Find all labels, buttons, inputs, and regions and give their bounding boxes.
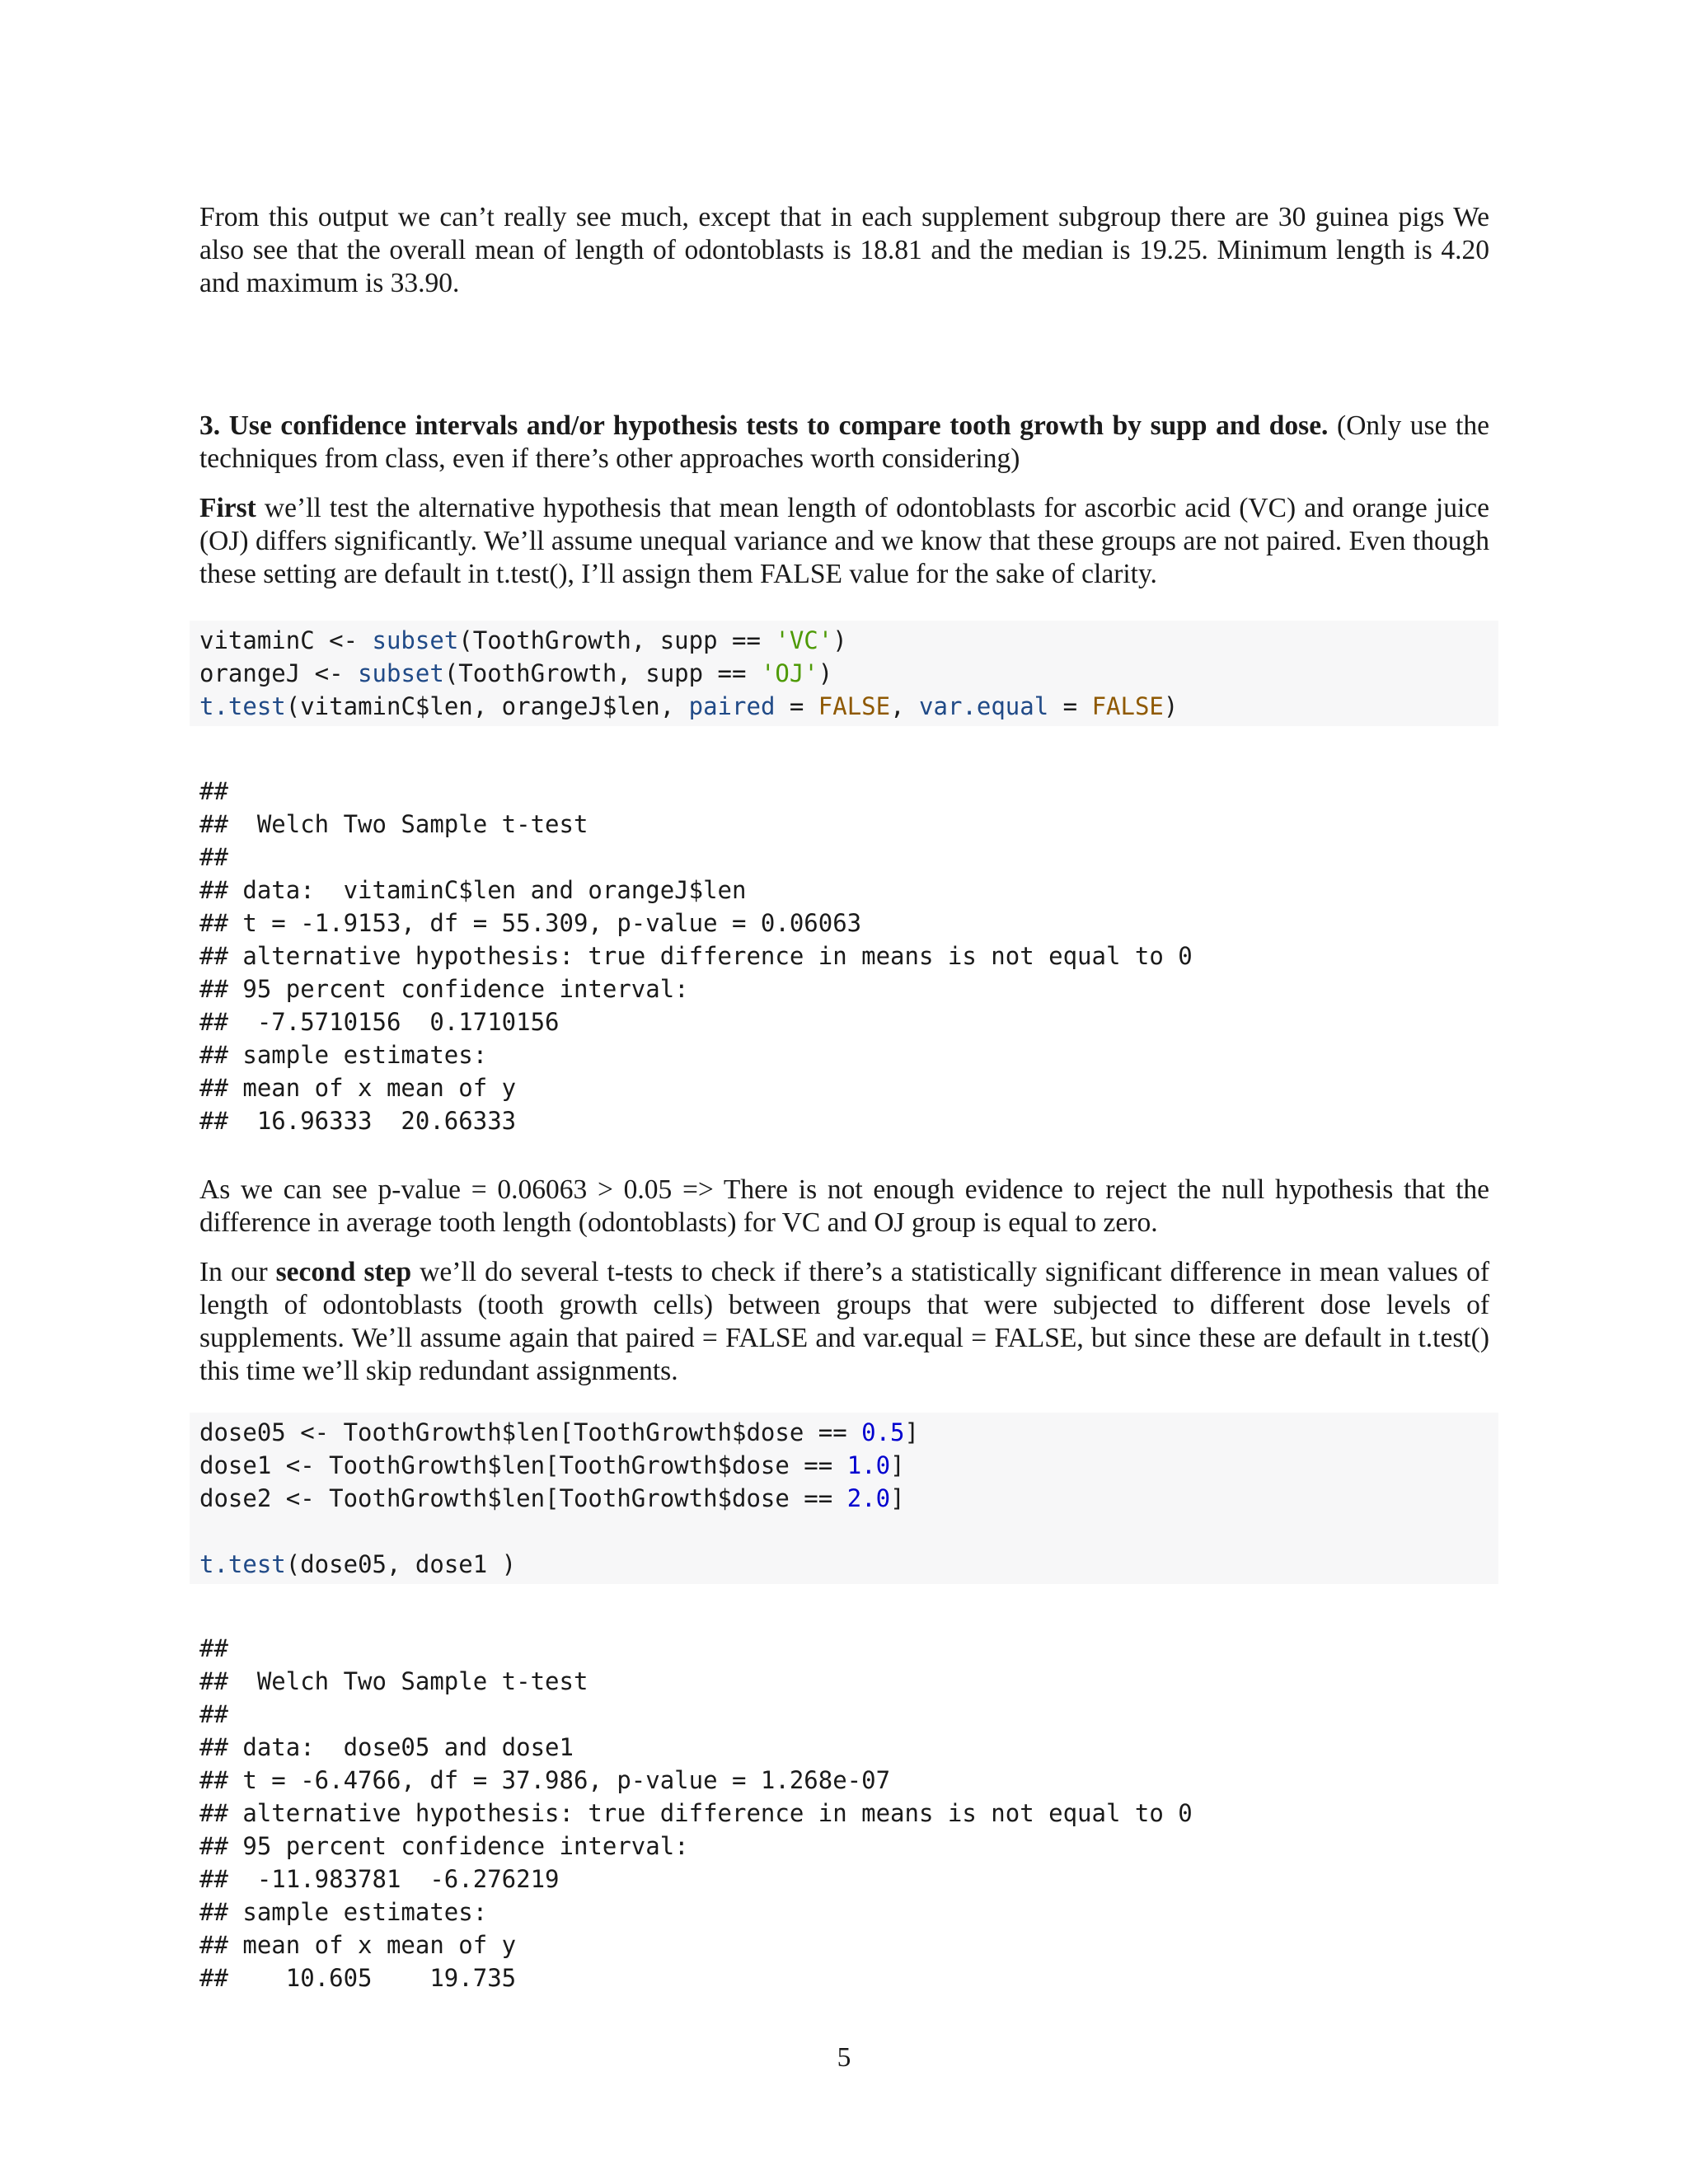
output-line: ## Welch Two Sample t-test xyxy=(199,810,588,838)
code-line: dose2 <- ToothGrowth$len[ToothGrowth$dose == 2.0] xyxy=(199,1484,905,1512)
output-line: ## sample estimates: xyxy=(199,1898,488,1926)
output-line: ## xyxy=(199,1700,228,1728)
output-line: ## mean of x mean of y xyxy=(199,1074,517,1102)
first-text xyxy=(199,492,1489,591)
section-3-note: (Only use the techniques from class, even if there’s other approaches worth considering) xyxy=(199,410,1489,474)
output-line: ## alternative hypothesis: true difference in means is not equal to 0 xyxy=(199,942,1193,970)
output-line: ## t = -1.9153, df = 55.309, p-value = 0.06063 xyxy=(199,909,862,937)
output-line: ## Welch Two Sample t-test xyxy=(199,1667,588,1695)
output-line: ## xyxy=(199,843,228,871)
output-line: ## alternative hypothesis: true difference in means is not equal to 0 xyxy=(199,1799,1193,1827)
output-line: ## xyxy=(199,1634,228,1662)
output-line: ## t = -6.4766, df = 37.986, p-value = 1.268e-07 xyxy=(199,1766,891,1794)
second-step-text: In our second step we’ll do several t-tests to check if there’s a statistically significant difference in mean values of length of odontoblasts (tooth growth cells) between groups that were subjected to different dose levels of supplements. We’ll assume again that paired = FALSE and var.equal = FALSE, but since these are default in t.test() this time we’ll skip redundant assignments. xyxy=(199,1257,1490,1386)
output-line: ## -7.5710156 0.1710156 xyxy=(199,1008,560,1036)
output-line: ## mean of x mean of y xyxy=(199,1931,517,1959)
section-3-heading xyxy=(199,410,1489,476)
first-label: First xyxy=(199,493,256,523)
code-block-1 xyxy=(190,621,1498,726)
output-line: ## 16.96333 20.66333 xyxy=(199,1107,517,1135)
output-line: ## 10.605 19.735 xyxy=(199,1964,517,1992)
output-line: ## 95 percent confidence interval: xyxy=(199,1832,689,1860)
conclusion-text: As we can see p-value = 0.06063 > 0.05 => There is not enough evidence to reject the null hypothesis that the difference in average tooth length (odontoblasts) for VC and OJ group is equal to zero. xyxy=(199,1174,1489,1238)
code-line: orangeJ <- subset(ToothGrowth, supp == 'OJ') xyxy=(199,659,833,687)
output-line: ## sample estimates: xyxy=(199,1041,488,1069)
code-block-2 xyxy=(190,1413,1498,1584)
output-line: ## xyxy=(199,777,228,805)
code-line: dose1 <- ToothGrowth$len[ToothGrowth$dose == 1.0] xyxy=(199,1451,905,1479)
second-step-label: second step xyxy=(275,1257,412,1287)
code-line: t.test(dose05, dose1 ) xyxy=(199,1550,517,1578)
output-block-1 xyxy=(199,775,1193,1137)
code-line: vitaminC <- subset(ToothGrowth, supp == 'VC') xyxy=(199,626,847,654)
intro-paragraph xyxy=(199,201,1489,300)
first-body: we’ll test the alternative hypothesis that mean length of odontoblasts for ascorbic acid (VC) and orange juice (OJ) differs significantly. We’ll assume unequal variance and we know that these groups are not paired. Even though these setting are default in t.test(), I’ll assign them FALSE value for the sake of clarity. xyxy=(199,493,1489,589)
intro-text: From this output we can’t really see much, except that in each supplement subgroup there are 30 guinea pigs We also see that the overall mean of length of odontoblasts is 18.81 and the median is 19.25. Minimum length is 4.20 and maximum is 33.90. xyxy=(199,202,1489,298)
output-line: ## 95 percent confidence interval: xyxy=(199,975,689,1003)
output-block-2 xyxy=(199,1632,1193,1994)
first-paragraph xyxy=(199,492,1489,591)
section-3-title: 3. Use confidence intervals and/or hypothesis tests to compare tooth growth by supp and dose. xyxy=(199,410,1329,441)
output-line: ## -11.983781 -6.276219 xyxy=(199,1865,560,1893)
section-3-text xyxy=(199,410,1489,476)
code-line-blank xyxy=(199,1515,1498,1548)
page-number: 5 xyxy=(837,2042,851,2073)
code-line: t.test(vitaminC$len, orangeJ$len, paired = FALSE, var.equal = FALSE) xyxy=(199,692,1179,720)
code-line: dose05 <- ToothGrowth$len[ToothGrowth$dose == 0.5] xyxy=(199,1418,919,1446)
output-line: ## data: dose05 and dose1 xyxy=(199,1733,574,1761)
conclusion-paragraph xyxy=(199,1174,1489,1240)
second-step-paragraph xyxy=(199,1256,1489,1388)
output-line: ## data: vitaminC$len and orangeJ$len xyxy=(199,876,747,904)
